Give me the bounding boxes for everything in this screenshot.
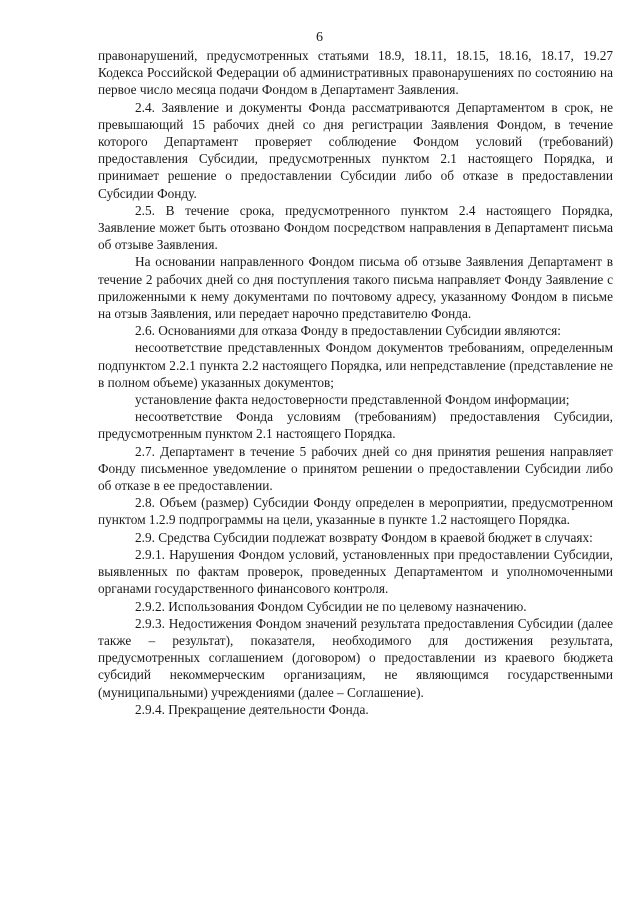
page-number: 6 xyxy=(316,30,323,45)
paragraph-2-9: 2.9. Средства Субсидии подлежат возврату Фондом в краевой бюджет в случаях: xyxy=(135,529,593,545)
refusal-reason-1: несоответствие представленных Фондом документов требованиям, определенным подпунктом 2.2.1 пункта 2.2 настоящего Порядка, или непредставление (представление не в полном объеме) указанных документов; xyxy=(98,340,613,390)
document-body xyxy=(98,47,613,718)
paragraph-2-8: 2.8. Объем (размер) Субсидии Фонду определен в мероприятии, предусмотренном пунктом 1.2.9 подпрограммы на цели, указанные в пункте 1.2 настоящего Порядка. xyxy=(98,495,613,528)
paragraph-2-7: 2.7. Департамент в течение 5 рабочих дней со дня принятия решения направляет Фонду письменное уведомление о принятом решении о предоставлении Субсидии либо об отказе в ее предоставлении. xyxy=(98,443,613,494)
refusal-reason-2: установление факта недостоверности представленной Фондом информации; xyxy=(135,392,570,408)
paragraph-2-9-1: 2.9.1. Нарушения Фондом условий, установленных при предоставлении Субсидии, выявленных по фактам проверок, проведенных Департаментом и уполномоченными органами государственного финансового контроля. xyxy=(98,546,613,597)
paragraph-continuation: правонарушений, предусмотренных статьями 18.9, 18.11, 18.15, 18.16, 18.17, 19.27 Кодекса Российской Федерации об административных правонарушениях по состоянию на первое число месяца подачи Фондом в Департамент Заявления. xyxy=(98,48,613,98)
paragraph-2-6: 2.6. Основаниями для отказа Фонду в предоставлении Субсидии являются: xyxy=(135,323,561,339)
paragraph-2-9-3: 2.9.3. Недостижения Фондом значений результата предоставления Субсидии (далее также – результат), показателя, необходимого для достижения результата, предусмотренных соглашением (договором) о предоставлении из краевого бюджета субсидий некоммерческим организациям, не являющимся государственными (муниципальными) учреждениями (далее – Соглашение). xyxy=(98,615,613,700)
paragraph-withdrawal-return: На основании направленного Фондом письма об отзыве Заявления Департамент в течение 2 рабочих дней со дня поступления такого письма направляет Фонду Заявление с приложенными к нему документами по почтовому адресу, указанному Фондом в письме на отзыв Заявления, или передает нарочно представителю Фонда. xyxy=(98,254,613,322)
paragraph-2-9-2: 2.9.2. Использования Фондом Субсидии не по целевому назначению. xyxy=(135,598,527,614)
paragraph-2-4: 2.4. Заявление и документы Фонда рассматриваются Департаментом в срок, не превышающий 15 рабочих дней со дня регистрации Заявления Фондом, в течение которого Департамент проверяет соблюдение Фондом условий (требований) предоставления Субсидии, предусмотренных пунктом 2.1 настоящего Порядка, и принимает решение о предоставлении Субсидии либо об отказе в предоставлении Субсидии Фонду. xyxy=(98,99,613,201)
paragraph-2-9-4: 2.9.4. Прекращение деятельности Фонда. xyxy=(135,701,369,717)
paragraph-2-5: 2.5. В течение срока, предусмотренного пунктом 2.4 настоящего Порядка, Заявление может быть отозвано Фондом посредством направления в Департамент письма об отзыве Заявления. xyxy=(98,202,613,253)
refusal-reason-3: несоответствие Фонда условиям (требованиям) предоставления Субсидии, предусмотренным пунктом 2.1 настоящего Порядка. xyxy=(98,409,613,442)
